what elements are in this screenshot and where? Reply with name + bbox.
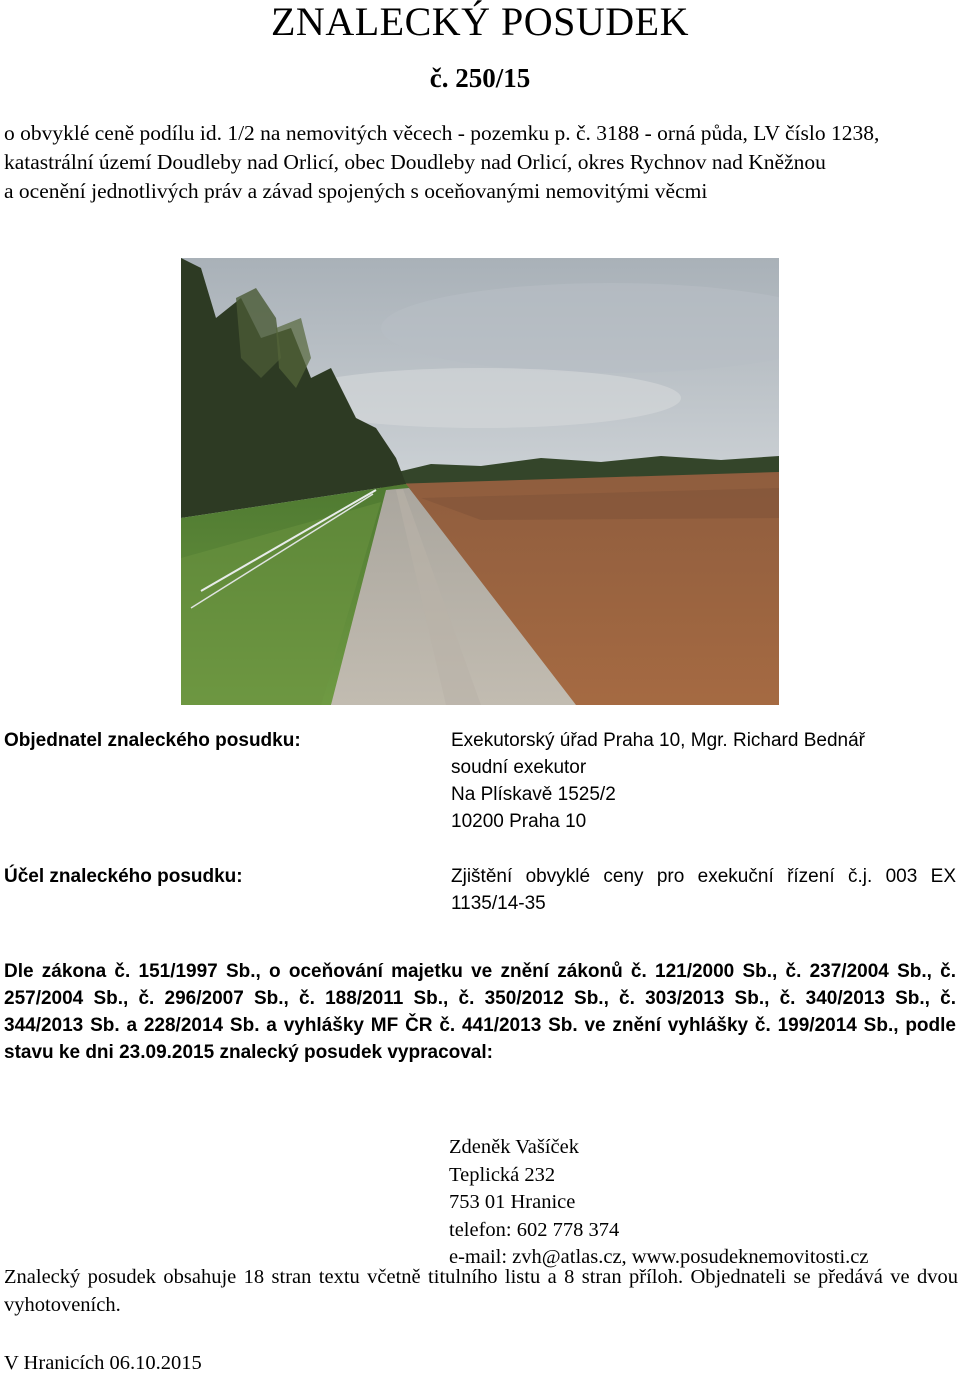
client-line-4: 10200 Praha 10 (451, 811, 587, 832)
expert-contact (449, 1134, 868, 1272)
expert-city: 753 01 Hranice (449, 1191, 576, 1213)
expert-email-web: e-mail: zvh@atlas.cz, www.posudeknemovitosti.cz (449, 1246, 869, 1268)
client-label: Objednatel znaleckého posudku: (4, 730, 301, 751)
expert-phone: telefon: 602 778 374 (449, 1218, 620, 1241)
client-line-3: Na Plískavě 1525/2 (451, 784, 616, 805)
subject-line-1: o obvyklé ceně podílu id. 1/2 na nemovitých věcech - pozemku p. č. 3188 - orná půda, LV číslo 1238, (4, 121, 880, 145)
document-note: Znalecký posudek obsahuje 18 stran textu včetně titulního listu a 8 stran příloh. Objednateli se předává ve dvou vyhotoveních. (4, 1266, 958, 1316)
client-line-1: Exekutorský úřad Praha 10, Mgr. Richard Bednář (451, 730, 865, 751)
subject-line-3: a ocenění jednotlivých práv a závad spojených s oceňovanými nemovitými věcmi (4, 179, 708, 203)
legal-basis: Dle zákona č. 151/1997 Sb., o oceňování majetku ve znění zákonů č. 121/2000 Sb., č. 237/2004 Sb., č. 257/2004 Sb., č. 296/2007 Sb., č. 188/2011 Sb., č. 350/2012 Sb., č. 303/2013 Sb., č. 340/2013 Sb., č. 344/2013 Sb. a 228/2014 Sb. a vyhlášky MF ČR č. 441/2013 Sb. ve znění vyhlášky č. 199/2014 Sb., podle stavu ke dni 23.09.2015 znalecký posudek vypracoval: (4, 961, 956, 1063)
expert-name: Zdeněk Vašíček (449, 1136, 579, 1158)
subject-line-2: katastrální území Doudleby nad Orlicí, obec Doudleby nad Orlicí, okres Rychnov nad Kněžnou (4, 150, 826, 174)
expert-street: Teplická 232 (449, 1163, 556, 1186)
document-subject (4, 119, 958, 206)
purpose-text: Zjištění obvyklé ceny pro exekuční řízení č.j. 003 EX 1135/14-35 (451, 866, 956, 914)
client-line-2: soudní exekutor (451, 757, 587, 778)
place-and-date: V Hranicích 06.10.2015 (4, 1352, 202, 1374)
purpose-label: Účel znaleckého posudku: (4, 866, 243, 887)
document-number: č. 250/15 (429, 63, 531, 93)
property-photo (181, 258, 779, 705)
document-title: ZNALECKÝ POSUDEK (271, 0, 689, 44)
property-photo-drawing (181, 258, 779, 705)
